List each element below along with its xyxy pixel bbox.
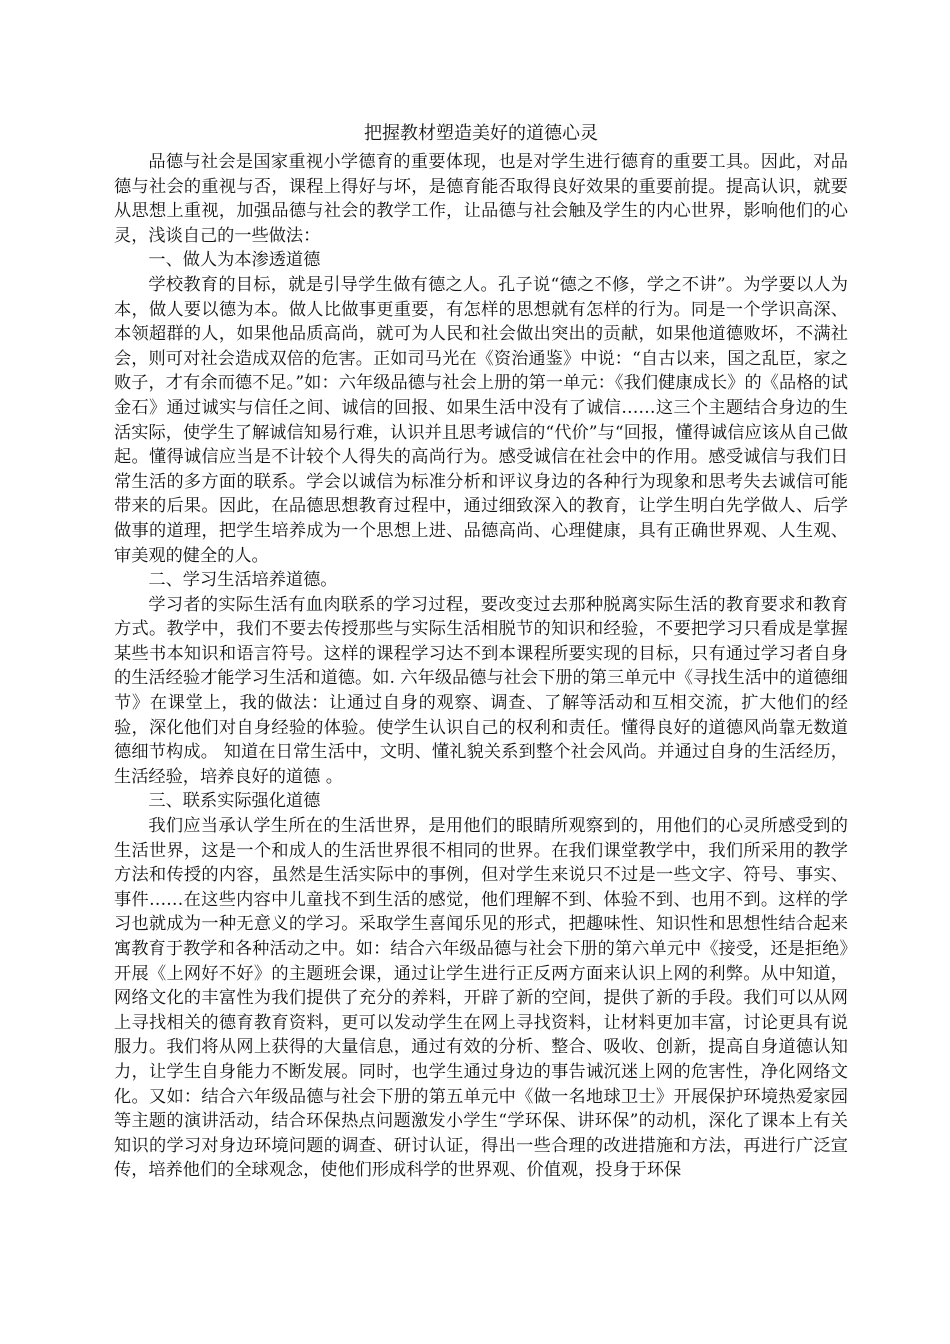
section-1-body: 学校教育的目标，就是引导学生做有德之人。孔子说“德之不修，学之不讲”。为学要以人为本，做人要以德为本。做人比做事更重要，有怎样的思想就有怎样的行为。同是一个学识高深、本领超群的人，如果他品质高尚，就可为人民和社会做出突出的贡献，如果他道德败坏，不满社会，则可对社会造成双倍的危害。正如司马光在《资治通鉴》中说：“自古以来，国之乱臣，家之败子，才有余而德不足。”如：六年级品德与社会上册的第一单元：《我们健康成长》的《品格的试金石》通过诚实与信任之间、诚信的回报、如果生活中没有了诚信……这三个主题结合身边的生活实际，使学生了解诚信知易行难，认识并且思考诚信的“代价”与“回报，懂得诚信应该从自己做起。懂得诚信应当是不计较个人得失的高尚行为。感受诚信在社会中的作用。感受诚信与我们日常生活的多方面的联系。学会以诚信为标准分析和评议身边的各种行为现象和思考失去诚信可能带来的后果。因此，在品德思想教育过程中，通过细致深入的教育，让学生明白先学做人、后学做事的道理，把学生培养成为一个思想上进、品德高尚、心理健康，具有正确世界观、人生观、审美观的健全的人。 bbox=[114, 274, 848, 566]
section-2-heading: 二、学习生活培养道德。 bbox=[148, 570, 338, 591]
section-1-heading: 一、做人为本渗透道德 bbox=[148, 250, 321, 271]
intro-paragraph: 品德与社会是国家重视小学德育的重要体现，也是对学生进行德育的重要工具。因此，对品德与社会的重视与否，课程上得好与坏，是德育能否取得良好效果的重要前提。提高认识，就要从思想上重视，加强品德与社会的教学工作，让品德与社会触及学生的内心世界，影响他们的心灵，浅谈自己的一些做法： bbox=[114, 152, 848, 246]
section-2-body: 学习者的实际生活有血肉联系的学习过程，要改变过去那种脱离实际生活的教育要求和教育方式。教学中，我们不要去传授那些与实际生活相脱节的知识和经验，不要把学习只看成是掌握某些书本知识和语言符号。这样的课程学习达不到本课程所要实现的目标，只有通过学习者自身的生活经验才能学习生活和道德。如. 六年级品德与社会下册的第三单元中《寻找生活中的道德细节》在课堂上，我的做法：让通过自身的观察、调查、了解等活动和互相交流，扩大他们的经验，深化他们对自身经验的体验。使学生认识自己的权利和责任。懂得良好的道德风尚靠无数道德细节构成。 知道在日常生活中，文明、懂礼貌关系到整个社会风尚。并通过自身的生活经历，生活经验，培养良好的道德 。 bbox=[114, 594, 848, 787]
document-title: 把握教材塑造美好的道德心灵 bbox=[364, 123, 598, 144]
section-3-heading: 三、联系实际强化道德 bbox=[148, 791, 321, 812]
section-3-body: 我们应当承认学生所在的生活世界，是用他们的眼睛所观察到的，用他们的心灵所感受到的生活世界，这是一个和成人的生活世界很不相同的世界。在我们课堂教学中，我们所采用的教学方法和传授的内容，虽然是生活实际中的事例，但对学生来说只不过是一些文字、符号、事实、事件……在这些内容中儿童找不到生活的感觉，他们理解不到、体验不到、也用不到。这样的学习也就成为一种无意义的学习。采取学生喜闻乐见的形式，把趣味性、知识性和思想性结合起来寓教育于教学和各种活动之中。如：结合六年级品德与社会下册的第六单元中《接受，还是拒绝》开展《上网好不好》的主题班会课，通过让学生进行正反两方面来认识上网的利弊。从中知道，网络文化的丰富性为我们提供了充分的养料，开辟了新的空间，提供了新的手段。我们可以从网上寻找相关的德育教育资料，更可以发动学生在网上寻找资料，让材料更加丰富，讨论更具有说服力。我们将从网上获得的大量信息，通过有效的分析、整合、吸收、创新，提高自身道德认知力，让学生自身能力不断发展。同时，也学生通过身边的事告诫沉迷上网的危害性，净化网络文化。又如：结合六年级品德与社会下册的第五单元中《做一名地球卫士》开展保护环境热爱家园等主题的演讲活动，结合环保热点问题激发小学生“学环保、讲环保”的动机，深化了课本上有关知识的学习对身边环境问题的调查、研讨认证，得出一些合理的改进措施和方法，再进行广泛宣传，培养他们的全球观念，使他们形成科学的世界观、价值观，投身于环保 bbox=[114, 816, 848, 1181]
document-page bbox=[114, 118, 848, 1183]
